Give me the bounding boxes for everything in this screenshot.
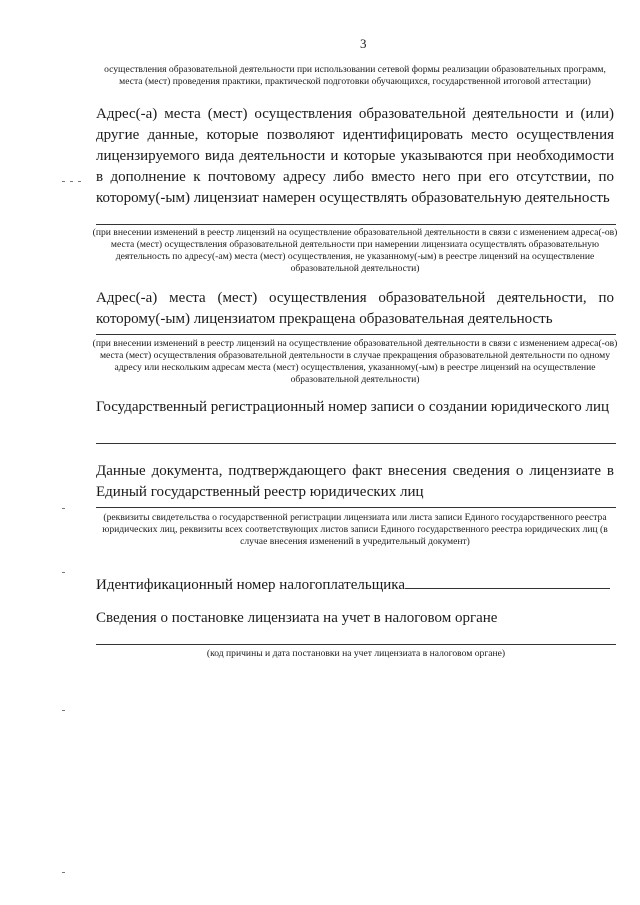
scan-speck <box>62 508 65 509</box>
tax-caption: (код причины и дата постановки на учет лицензиата в налоговом органе) <box>206 648 506 659</box>
inn-row <box>96 574 616 596</box>
tax-line <box>96 644 616 645</box>
ogrn-text: Государственный регистрационный номер записи о создании юридического лиц <box>96 399 610 415</box>
intro-caption: осуществления образовательной деятельности при использовании сетевой формы реализации образовательных программ, места (мест) проведения практики, практической подготовки обучающихся, государственной итоговой аттестации) <box>104 64 606 87</box>
scan-speck <box>62 181 65 182</box>
ogrn-line <box>96 443 616 444</box>
inn-label: Идентификационный номер налогоплательщика <box>96 577 406 593</box>
scan-speck <box>62 872 65 873</box>
other-data-caption: (при внесении изменений в реестр лицензий на осуществление образовательной деятельности в связи с изменением адреса(-ов) места (мест) осуществления образовательной деятельности при намерении лицензиата осуществлять образовательную деятельность по адресу(-ам) места (мест) осуществления, не указанному(-ым) в реестре лицензий на осуществление образовательной деятельности) <box>92 227 618 274</box>
egrul-text: Данные документа, подтверждающего факт внесения сведения о лицензиате в Единый государственный реестр юридических лиц <box>96 463 614 500</box>
scan-speck <box>78 181 81 182</box>
terminated-caption: (при внесении изменений в реестр лицензий на осуществление образовательной деятельности в связи с изменением адреса(-ов) места (мест) осуществления образовательной деятельности в случае прекращения образовательной деятельности по одному адресу или нескольким адресам места (мест) осуществления, указанному(-ым) в реестре лицензий на осуществление образовательной деятельности) <box>92 338 618 385</box>
egrul-caption: (реквизиты свидетельства о государственной регистрации лицензиата или листа записи Единого государственного реестра юридических лиц, реквизиты всех соответствующих листов записи Единого государственного реестра юридических лиц (в случае внесения изменений в учредительный документ) <box>102 512 608 547</box>
egrul-line <box>96 507 616 508</box>
other-data-text: Адрес(-а) места (мест) осуществления образовательной деятельности и (или) другие данные, которые позволяют идентифицировать место осуществления лицензируемого вида деятельности и которые указываются при необходимости в дополнение к почтовому адресу либо вместо него при его отсутствии, по которому(-ым) лицензиат намерен осуществлять образовательную деятельность <box>96 106 614 206</box>
page-number: 3 <box>360 36 367 51</box>
scan-speck <box>62 710 65 711</box>
scan-speck <box>70 181 73 182</box>
terminated-text: Адрес(-а) места (мест) осуществления образовательной деятельности, по которому(-ым) лицензиатом прекращена образовательная деятельность <box>96 290 614 327</box>
other-data-line <box>96 224 616 225</box>
terminated-line <box>96 334 616 335</box>
scan-speck <box>62 572 65 573</box>
tax-text: Сведения о постановке лицензиата на учет в налоговом органе <box>96 610 498 626</box>
inn-field-line <box>405 574 610 589</box>
